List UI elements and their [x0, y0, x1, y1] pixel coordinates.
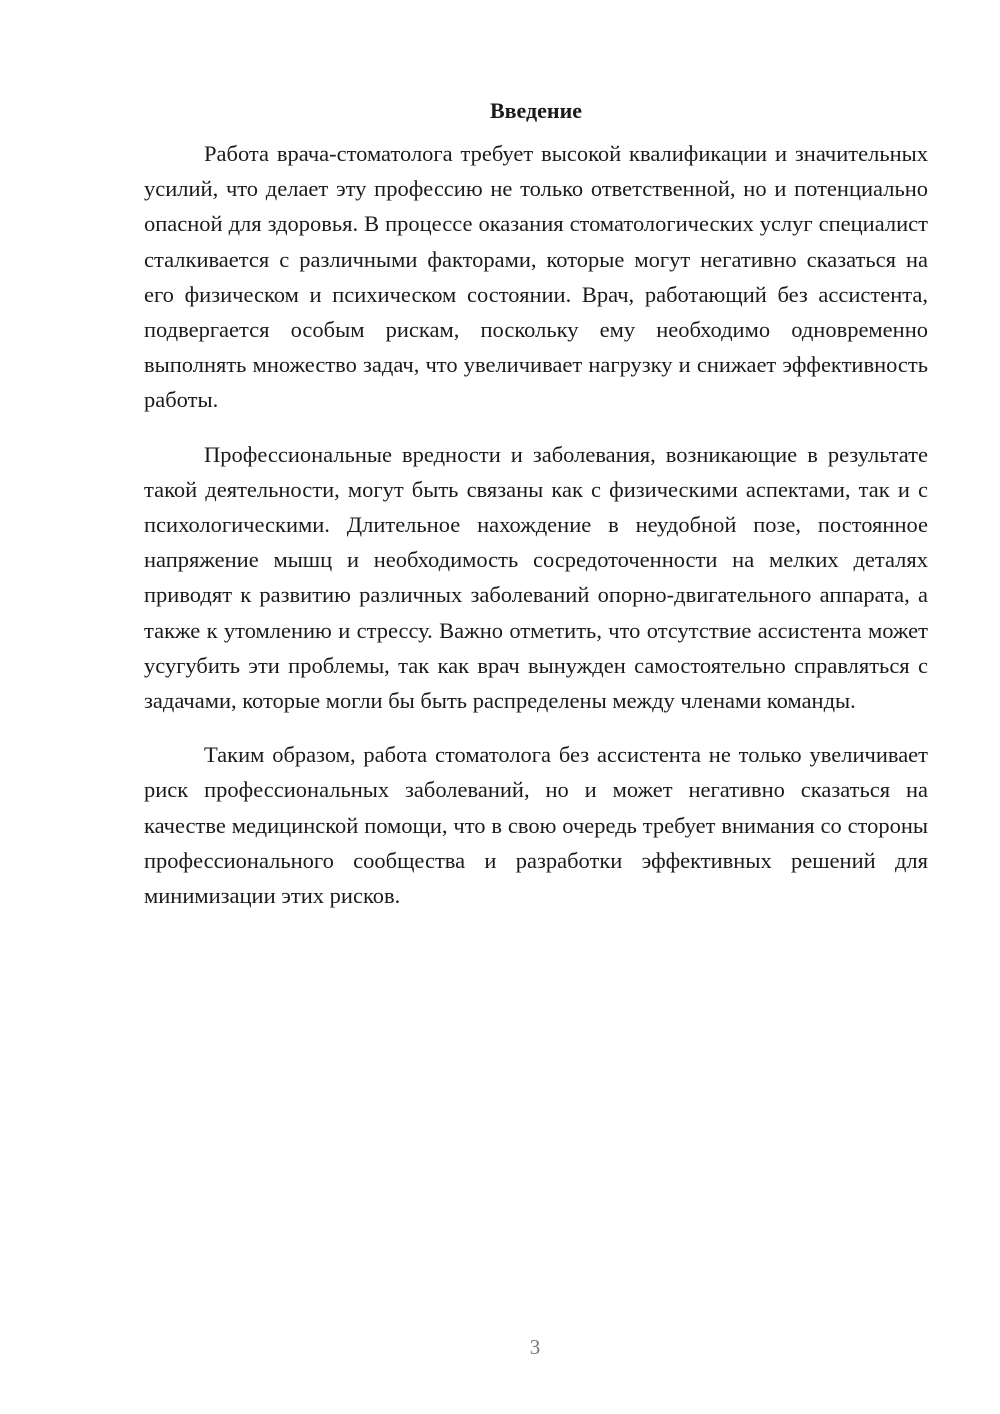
paragraph-1: Работа врача-стоматолога требует высокой квалификации и значительных усилий, что делает эту профессию не только ответственной, но и потенциально опасной для здоровья. В процессе оказания стоматологических услуг специалист сталкивается с различными факторами, которые могут негативно сказаться на его физическом и психическом состоянии. Врач, работающий без ассистента, подвергается особым рискам, поскольку ему необходимо одновременно выполнять множество задач, что увеличивает нагрузку и снижает эффективность работы. [144, 141, 928, 413]
paragraph-2: Профессиональные вредности и заболевания, возникающие в результате такой деятельности, могут быть связаны как с физическими аспектами, так и с психологическими. Длительное нахождение в неудобной позе, постоянное напряжение мышц и необходимость сосредоточенности на мелких деталях приводят к развитию различных заболеваний опорно-двигательного аппарата, а также к утомлению и стрессу. Важно отметить, что отсутствие ассистента может усугубить эти проблемы, так как врач вынужден самостоятельно справляться с задачами, которые могли бы быть распределены между членами команды. [144, 441, 928, 714]
page-content [144, 96, 928, 913]
page-number: 3 [529, 1335, 541, 1359]
section-title: Введение [489, 98, 583, 123]
paragraph-3: Таким образом, работа стоматолога без ассистента не только увеличивает риск профессиональных заболеваний, но и может негативно сказаться на качестве медицинской помощи, что в свою очередь требует внимания со стороны профессионального сообщества и разработки эффективных решений для минимизации этих рисков. [144, 742, 928, 909]
